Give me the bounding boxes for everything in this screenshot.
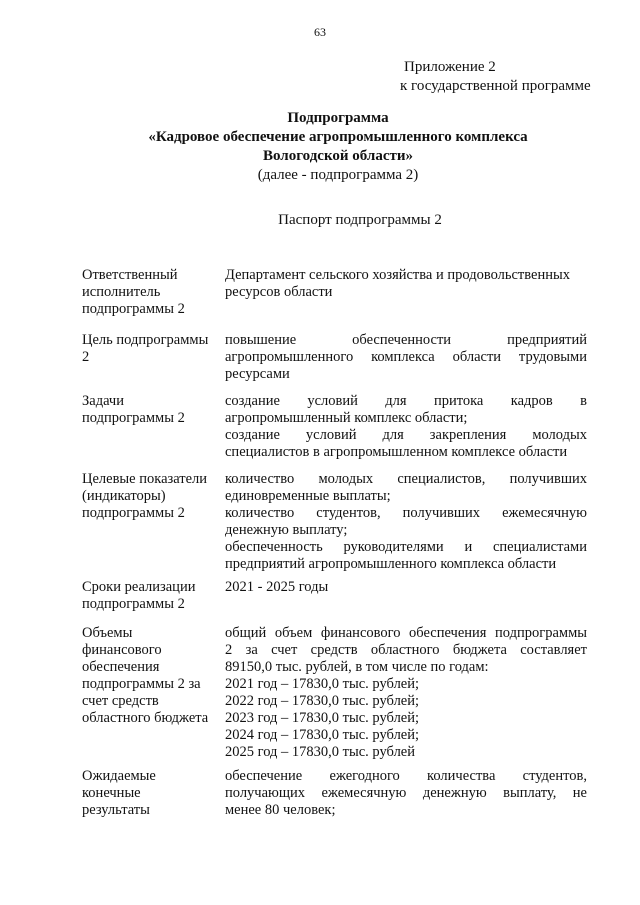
row-value-line: 89150,0 тыс. рублей, в том числе по годам: (225, 659, 489, 675)
passport-heading: Паспорт подпрограммы 2 (278, 212, 442, 228)
title-line-3: Вологодской области» (262, 148, 414, 164)
row-label-line: Целевые показатели (82, 471, 208, 487)
row-value-line: повышение обеспеченности предприятий (225, 332, 587, 348)
row-value-line: обеспечение ежегодного количества студентов, (225, 768, 587, 784)
row-value-line: 2025 год – 17830,0 тыс. рублей (225, 744, 416, 760)
row-value-line: денежную выплату; (225, 522, 348, 538)
row-label-line: подпрограммы 2 за (82, 676, 201, 692)
row-value-line: создание условий для закрепления молодых (225, 427, 587, 443)
row-label-line: финансового (82, 642, 162, 658)
row-value-line: 2 за счет средств областного бюджета составляет (225, 642, 587, 658)
row-value (225, 267, 587, 301)
row-value-line: количество студентов, получивших ежемесячную (225, 505, 587, 521)
row-value-line: Департамент сельского хозяйства и продовольственных (225, 267, 570, 283)
row-label-line: областного бюджета (82, 710, 209, 726)
row-value-line: обеспеченность руководителями и специалистами (225, 539, 587, 555)
page-number: 63 (314, 25, 326, 39)
appendix-line-2: к государственной программе (400, 78, 591, 94)
row-label (82, 625, 222, 727)
row-value (225, 579, 587, 596)
row-label-line: обеспечения (82, 659, 160, 675)
row-label-line: Цель подпрограммы (82, 332, 209, 348)
row-value-line: 2021 - 2025 годы (225, 579, 329, 595)
appendix-line-1: Приложение 2 (404, 59, 496, 75)
subprogram-title (0, 109, 640, 185)
row-label-line: Задачи (82, 393, 124, 409)
row-label-line: подпрограммы 2 (82, 596, 185, 612)
row-value-line: создание условий для притока кадров в (225, 393, 587, 409)
row-value-line: единовременные выплаты; (225, 488, 391, 504)
row-value (225, 625, 587, 761)
row-value-line: общий объем финансового обеспечения подпрограммы (225, 625, 587, 641)
row-value-line: агропромышленного комплекса области трудовыми (225, 349, 587, 365)
row-label (82, 579, 222, 613)
row-label-line: Объемы (82, 625, 133, 641)
row-value (225, 332, 587, 383)
row-label-line: Ответственный (82, 267, 178, 283)
row-value-line: 2021 год – 17830,0 тыс. рублей; (225, 676, 420, 692)
row-value-line: агропромышленный комплекс области; (225, 410, 468, 426)
row-label-line: подпрограммы 2 (82, 505, 185, 521)
title-line-1: Подпрограмма (287, 110, 389, 126)
row-value (225, 471, 587, 573)
row-value-line: получающих ежемесячную денежную выплату, не (225, 785, 587, 801)
title-line-2: «Кадровое обеспечение агропромышленного комплекса (148, 129, 528, 145)
row-value-line: менее 80 человек; (225, 802, 336, 818)
row-label (82, 267, 222, 318)
row-label-line: результаты (82, 802, 150, 818)
row-label-line: подпрограммы 2 (82, 301, 185, 317)
row-value-line: 2022 год – 17830,0 тыс. рублей; (225, 693, 420, 709)
row-label-line: (индикаторы) (82, 488, 166, 504)
row-label (82, 393, 222, 427)
row-value-line: предприятий агропромышленного комплекса области (225, 556, 557, 572)
title-line-4: (далее - подпрограмма 2) (257, 167, 419, 183)
row-label (82, 768, 222, 819)
row-value (225, 393, 587, 461)
row-label-line: исполнитель (82, 284, 161, 300)
row-label-line: конечные (82, 785, 141, 801)
row-label-line: Ожидаемые (82, 768, 156, 784)
row-label-line: 2 (82, 349, 90, 365)
row-label (82, 471, 222, 522)
row-label (82, 332, 222, 366)
row-label-line: Сроки реализации (82, 579, 196, 595)
row-value-line: специалистов в агропромышленном комплексе области (225, 444, 568, 460)
row-label-line: счет средств (82, 693, 159, 709)
row-value-line: количество молодых специалистов, получивших (225, 471, 587, 487)
row-label-line: подпрограммы 2 (82, 410, 185, 426)
row-value (225, 768, 587, 819)
row-value-line: ресурсов области (225, 284, 333, 300)
appendix-reference (400, 58, 591, 96)
row-value-line: 2024 год – 17830,0 тыс. рублей; (225, 727, 420, 743)
row-value-line: ресурсами (225, 366, 290, 382)
row-value-line: 2023 год – 17830,0 тыс. рублей; (225, 710, 420, 726)
